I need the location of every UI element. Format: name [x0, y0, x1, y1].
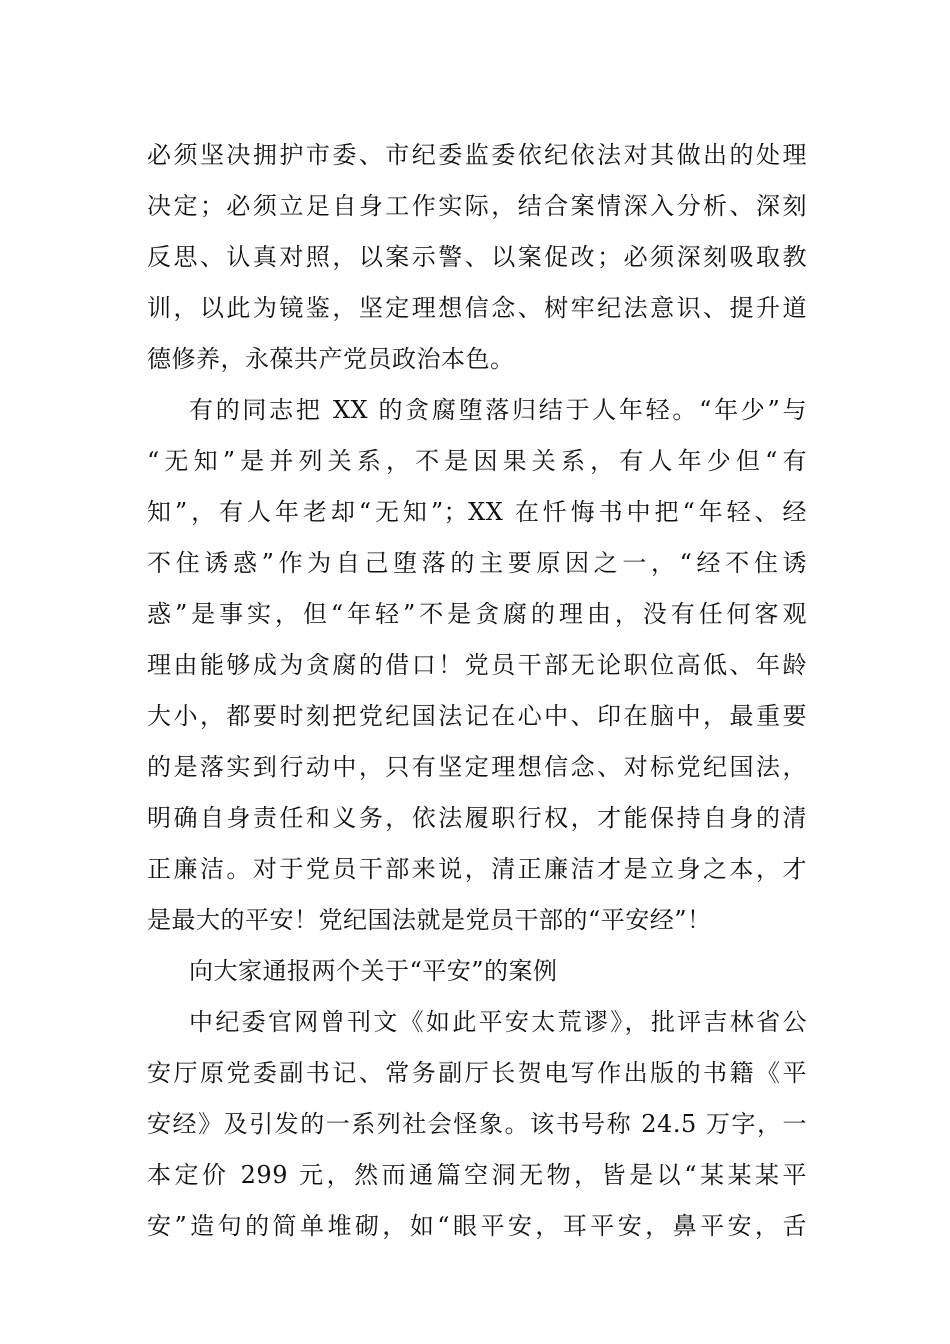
text-line: 惑”是事实，但“年轻”不是贪腐的理由，没有任何客观	[147, 600, 807, 628]
text-line: “无知”是并列关系，不是因果关系，有人年少但“有	[147, 447, 807, 475]
text-line: 本定价 299 元，然而通篇空洞无物，皆是以“某某某平	[147, 1161, 807, 1189]
text-line: 不住诱惑”作为自己堕落的主要原因之一，“经不住诱	[147, 549, 807, 577]
text-line: 反思、认真对照，以案示警、以案促改；必须深刻吸取教	[147, 243, 807, 271]
text-line: 安经》及引发的一系列社会怪象。该书号称 24.5 万字，一	[147, 1110, 807, 1138]
text-line: 大小，都要时刻把党纪国法记在心中、印在脑中，最重要	[147, 702, 807, 730]
text-line: 的是落实到行动中，只有坚定理想信念、对标党纪国法，	[147, 753, 807, 781]
text-line: 正廉洁。对于党员干部来说，清正廉洁才是立身之本，才	[147, 855, 807, 883]
text-line: 中纪委官网曾刊文《如此平安太荒谬》，批评吉林省公	[189, 1008, 807, 1036]
text-line: 理由能够成为贪腐的借口！党员干部无论职位高低、年龄	[147, 651, 807, 679]
text-line: 安”造句的简单堆砌，如“眼平安，耳平安，鼻平安，舌	[147, 1212, 807, 1240]
text-line: 训，以此为镜鉴，坚定理想信念、树牢纪法意识、提升道	[147, 294, 807, 322]
paragraph-1	[147, 130, 807, 385]
text-line: 知”，有人年老却“无知”；XX 在忏悔书中把“年轻、经	[147, 498, 807, 526]
text-line: 有的同志把 XX 的贪腐堕落归结于人年轻。“年少”与	[189, 396, 807, 424]
text-line: 是最大的平安！党纪国法就是党员干部的“平安经”！	[147, 906, 712, 934]
paragraph-2	[147, 385, 807, 946]
text-line: 必须坚决拥护市委、市纪委监委依纪依法对其做出的处理	[147, 141, 807, 169]
text-line: 德修养，永葆共产党员政治本色。	[147, 345, 515, 373]
text-line: 决定；必须立足自身工作实际，结合案情深入分析、深刻	[147, 192, 807, 220]
text-line: 向大家通报两个关于“平安”的案例	[189, 957, 558, 985]
document-body	[147, 130, 807, 1252]
paragraph-4	[147, 997, 807, 1252]
text-line: 明确自身责任和义务，依法履职行权，才能保持自身的清	[147, 804, 807, 832]
text-line: 安厅原党委副书记、常务副厅长贺电写作出版的书籍《平	[147, 1059, 807, 1087]
paragraph-3	[147, 946, 807, 997]
